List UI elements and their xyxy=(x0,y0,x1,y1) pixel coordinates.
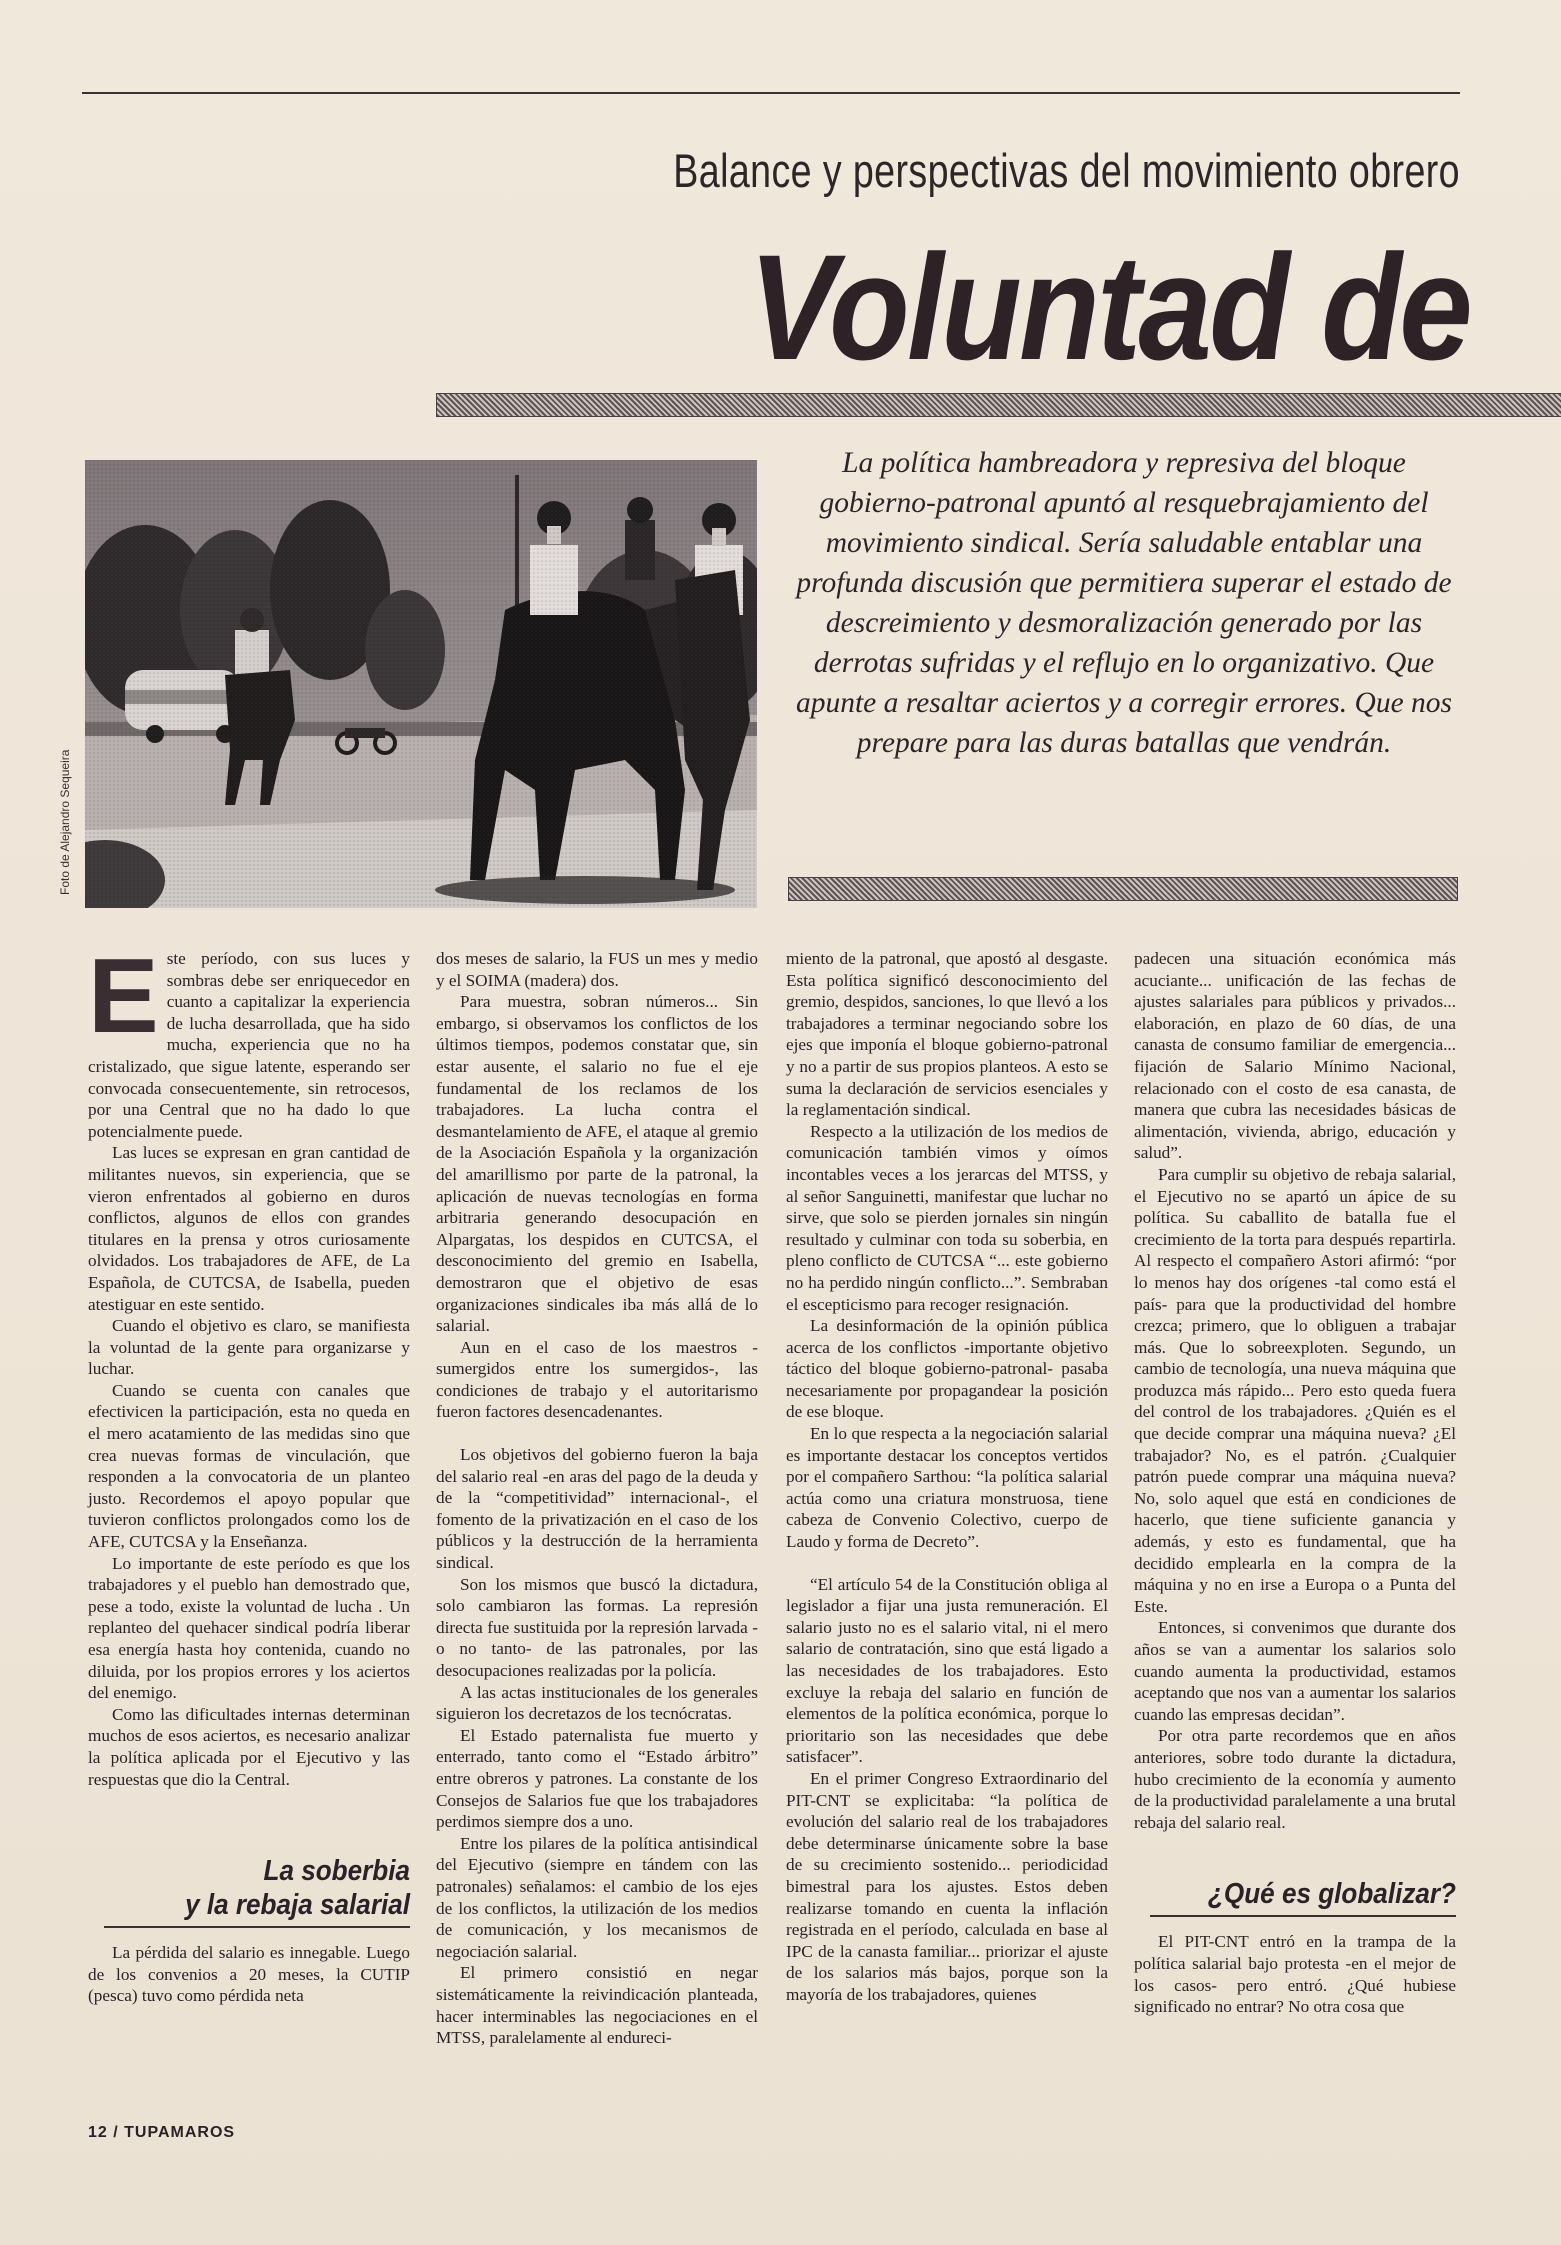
article-paragraph: padecen una situación económica más acuciante... unificación de las fechas de ajustes salariales para públicos y privados... elaboración, en plazo de 60 días, de una canasta de consumo familiar de emergencia... fijación de Salario Mínimo Nacional, relacionado con el costo de esa canasta, de manera que cubra las necesidades básicas de alimentación, vivienda, abrigo, educación y salud”. xyxy=(1134,949,1456,1163)
hatched-rule-top xyxy=(436,393,1561,417)
article-paragraph: “El artículo 54 de la Constitución obliga al legislador a fijar una justa remuneración. El salario justo no es el salario vital, ni el mero salario de contratación, sino que está ligado a las necesidades de los trabajadores. Esto excluye la rebaja del salario en función de elementos de la política económica, porque lo prioritario son las necesidades que debe satisfacer”. xyxy=(786,1574,1108,1767)
article-paragraph: En lo que respecta a la negociación salarial es importante destacar los conceptos vertidos por el compañero Sarthou: “la política salarial actúa como una criatura monstruosa, tiene cabeza de Convenio Colectivo, cuerpo de Laudo y forma de Decreto”. xyxy=(786,1424,1108,1552)
deck-paragraph: La política hambreadora y represiva del bloque gobierno-patronal apuntó al resquebrajamiento del movimiento sindical. Sería saludable entablar una profunda discusión que permitiera superar el estado de descreimiento y desmoralización generado por las derrotas sufridas y el reflujo en lo organizativo. Que apunte a resaltar aciertos y a corregir errores. Que nos prepare para las duras batallas que vendrán. xyxy=(795,447,1453,759)
article-paragraph: Los objetivos del gobierno fueron la baja del salario real -en aras del pago de la deuda y de la “competitividad” internacional-, el fomento de la privatización en el caso de los públicos y la destrucción de la herramienta sindical. xyxy=(436,1445,758,1573)
article-paragraph: Para cumplir su objetivo de rebaja salarial, el Ejecutivo no se apartó un ápice de su política. Su caballito de batalla fue el crecimiento de la torta para después repartirla. Al respecto el compañero Astori afirmó: “por lo menos hay dos orígenes -tal como está el país- para que la productividad del hombre crezca; primero, que lo obliguen a trabajar más. Que lo sobreexploten. Segundo, un cambio de tecnología, una nueva máquina que produzca más rápido... Pero esto queda fuera del control de los trabajadores. ¿Quién es el que decide comprar una máquina nueva? ¿El trabajador? No, es el patrón. ¿Cualquier patrón puede comprar una máquina nueva? No, solo aquel que está en condiciones de hacerlo, que tiene suficiente ganancia y además, y esto es fundamental, que ha decidido emplearla en la compra de la máquina y no en irse a Europa o a Punta del Este. xyxy=(1134,1164,1456,1616)
section-heading-rule xyxy=(1150,1915,1456,1917)
article-paragraph: A las actas institucionales de los generales siguieron los decretazos de los tecnócratas. xyxy=(436,1682,758,1724)
article-paragraph: Este período, con sus luces y sombras debe ser enriquecedor en cuanto a capitalizar la experiencia de lucha desarrollada, que ha sido mucha, experiencia que no ha cristalizado, que sigue latente, esperando ser convocada consecuentemente, sin retrocesos, por una Central que no ha dado lo que potencialmente puede. xyxy=(88,937,410,1141)
article-column-1 xyxy=(88,937,410,2007)
article-paragraph: Son los mismos que buscó la dictadura, solo cambiaron las formas. La represión directa fue sustituida por la represión larvada -o no tanto- de las patronales, por las desocupaciones realizadas por la policía. xyxy=(436,1574,758,1680)
article-paragraph: dos meses de salario, la FUS un mes y medio y el SOIMA (madera) dos. xyxy=(436,949,758,990)
article-paragraph: Por otra parte recordemos que en años anteriores, sobre todo durante la dictadura, hubo crecimiento de la economía y aumento de la productividad paralelamente a una brutal rebaja del salario real. xyxy=(1134,1726,1456,1832)
page-folio: 12 / TUPAMAROS xyxy=(88,2124,236,2141)
article-paragraph: La pérdida del salario es innegable. Luego de los convenios a 20 meses, la CUTIP (pesca) tuvo como pérdida neta xyxy=(88,1943,410,2006)
section-heading-globalizar: ¿Qué es globalizar? xyxy=(1207,1878,1456,1911)
photo-credit: Foto de Alejandro Sequeira xyxy=(58,749,72,895)
article-paragraph: Entonces, si convenimos que durante dos años se van a aumentar los salarios solo cuando aumenta la productividad, estamos aceptando que nos van a aumentar los salarios cuando las empresas decidan”. xyxy=(1134,1618,1456,1724)
article-paragraph: Lo importante de este período es que los trabajadores y el pueblo han demostrado que, pese a todo, existe la voluntad de lucha . Un replanteo del quehacer sindical podría liberar esa energía hasta hoy contenida, cuando no diluida, por los propios errores y los aciertos del enemigo. xyxy=(88,1553,410,1703)
kicker: Balance y perspectivas del movimiento obrero xyxy=(673,144,1460,197)
article-paragraph: miento de la patronal, que apostó al desgaste. Esta política significó desconocimiento del gremio, despidos, sanciones, lo que llevó a los trabajadores a terminar negociando sobre los ejes que imponía el bloque gobierno-patronal y no a partir de sus propios planteos. A esto se suma la declaración de servicios esenciales y la reglamentación sindical. xyxy=(786,949,1108,1120)
headline: Voluntad de xyxy=(748,223,1470,391)
top-rule xyxy=(82,92,1460,94)
article-column-3 xyxy=(786,948,1108,2006)
article-paragraph: Cuando el objetivo es claro, se manifiesta la voluntad de la gente para organizarse y luchar. xyxy=(88,1316,410,1379)
article-paragraph: Las luces se expresan en gran cantidad de militantes nuevos, sin experiencia, que se vieron enfrentados al gobierno en duros conflictos, algunos de ellos con grandes titulares en la prensa y otros curiosamente olvidados. Los trabajadores de AFE, de La Española, de CUTCSA, de Isabella, pueden atestiguar en este sentido. xyxy=(88,1143,410,1314)
article-paragraph: El primero consistió en negar sistemáticamente la reivindicación planteada, hacer interminables las negociaciones en el MTSS, paralelamente al endureci- xyxy=(436,1963,758,2048)
article-column-4 xyxy=(1134,948,1456,2018)
section-heading-rule xyxy=(104,1926,410,1928)
article-column-2 xyxy=(436,948,758,2049)
article-paragraph: La desinformación de la opinión pública acerca de los conflictos -importante objetivo táctico del bloque gobierno-patronal- pasaba necesariamente por propagandear la posición de ese bloque. xyxy=(786,1316,1108,1422)
article-paragraph: Para muestra, sobran números... Sin embargo, si observamos los conflictos de los últimos tiempos, podemos constatar que, sin estar ausente, el salario no fue el eje fundamental de los reclamos de los trabajadores. La lucha contra el desmantelamiento de AFE, el ataque al gremio de la Asociación Española y la organización del amarillismo por parte de la patronal, la aplicación de nuevas tecnologías en forma arbitraria generando desocupación en Alpargatas, los despidos en CUTCSA, el desconocimiento del gremio en Isabella, demostraron que el objetivo de esas organizaciones sindicales iba más allá de lo salarial. xyxy=(436,992,758,1336)
article-paragraph: En el primer Congreso Extraordinario del PIT-CNT se explicitaba: “la política de evolución del salario real de los trabajadores debe determinarse únicamente sobre la base de su crecimiento sostenido... periodicidad bimestral para los ajustes. Estos deben realizarse tomando en cuenta la inflación registrada en el período, calculada en base al IPC de la canasta familiar... priorizar el ajuste de los salarios más bajos, porque son la mayoría de los trabajadores, quienes xyxy=(786,1768,1108,2004)
article-paragraph: Como las dificultades internas determinan muchos de esos aciertos, es necesario analizar la política aplicada por el Ejecutivo y las respuestas que dio la Central. xyxy=(88,1704,410,1789)
drop-cap: E xyxy=(88,937,159,1055)
article-paragraph: El PIT-CNT entró en la trampa de la política salarial bajo protesta -en el mejor de los casos- pero entró. ¿Qué hubiese significado no entrar? No otra cosa que xyxy=(1134,1932,1456,2017)
article-paragraph: Aun en el caso de los maestros -sumergidos entre los sumergidos-, las condiciones de trabajo y el autoritarismo fueron factores desencadenantes. xyxy=(436,1337,758,1422)
section-heading-soberbia-line2: y la rebaja salarial xyxy=(185,1889,410,1922)
hatched-rule-middle xyxy=(788,877,1458,901)
section-heading-soberbia-line1: La soberbia xyxy=(263,1855,410,1888)
photo-mounted-police xyxy=(85,460,757,908)
article-paragraph: El Estado paternalista fue muerto y enterrado, tanto como el “Estado árbitro” entre obreros y patrones. La constante de los Consejos de Salarios fue que los trabajadores perdimos siempre dos a uno. xyxy=(436,1725,758,1832)
article-paragraph: Respecto a la utilización de los medios de comunicación también vimos y oímos incontables veces a los jerarcas del MTSS, y al señor Sanguinetti, manifestar que luchar no sirve, que solo se pierden jornales sin ningún resultado y culminar con toda su soberbia, en pleno conflicto de CUTCSA “... este gobierno no ha perdido ningún conflicto...”. Sembraban el escepticismo para recoger resignación. xyxy=(786,1121,1108,1314)
article-paragraph: Cuando se cuenta con canales que efectivicen la participación, esta no queda en el mero acatamiento de las medidas sino que crea nuevas formas de vinculación, que responden a la convocatoria de un planteo justo. Recordemos el apoyo popular que tuvieron conflictos prolongados como los de AFE, CUTCSA y la Enseñanza. xyxy=(88,1380,410,1552)
article-paragraph: Entre los pilares de la política antisindical del Ejecutivo (siempre en tándem con las patronales) señalamos: el cambio de los ejes de los conflictos, la utilización de los medios de comunicación, y los mecanismos de negociación salarial. xyxy=(436,1833,758,1961)
